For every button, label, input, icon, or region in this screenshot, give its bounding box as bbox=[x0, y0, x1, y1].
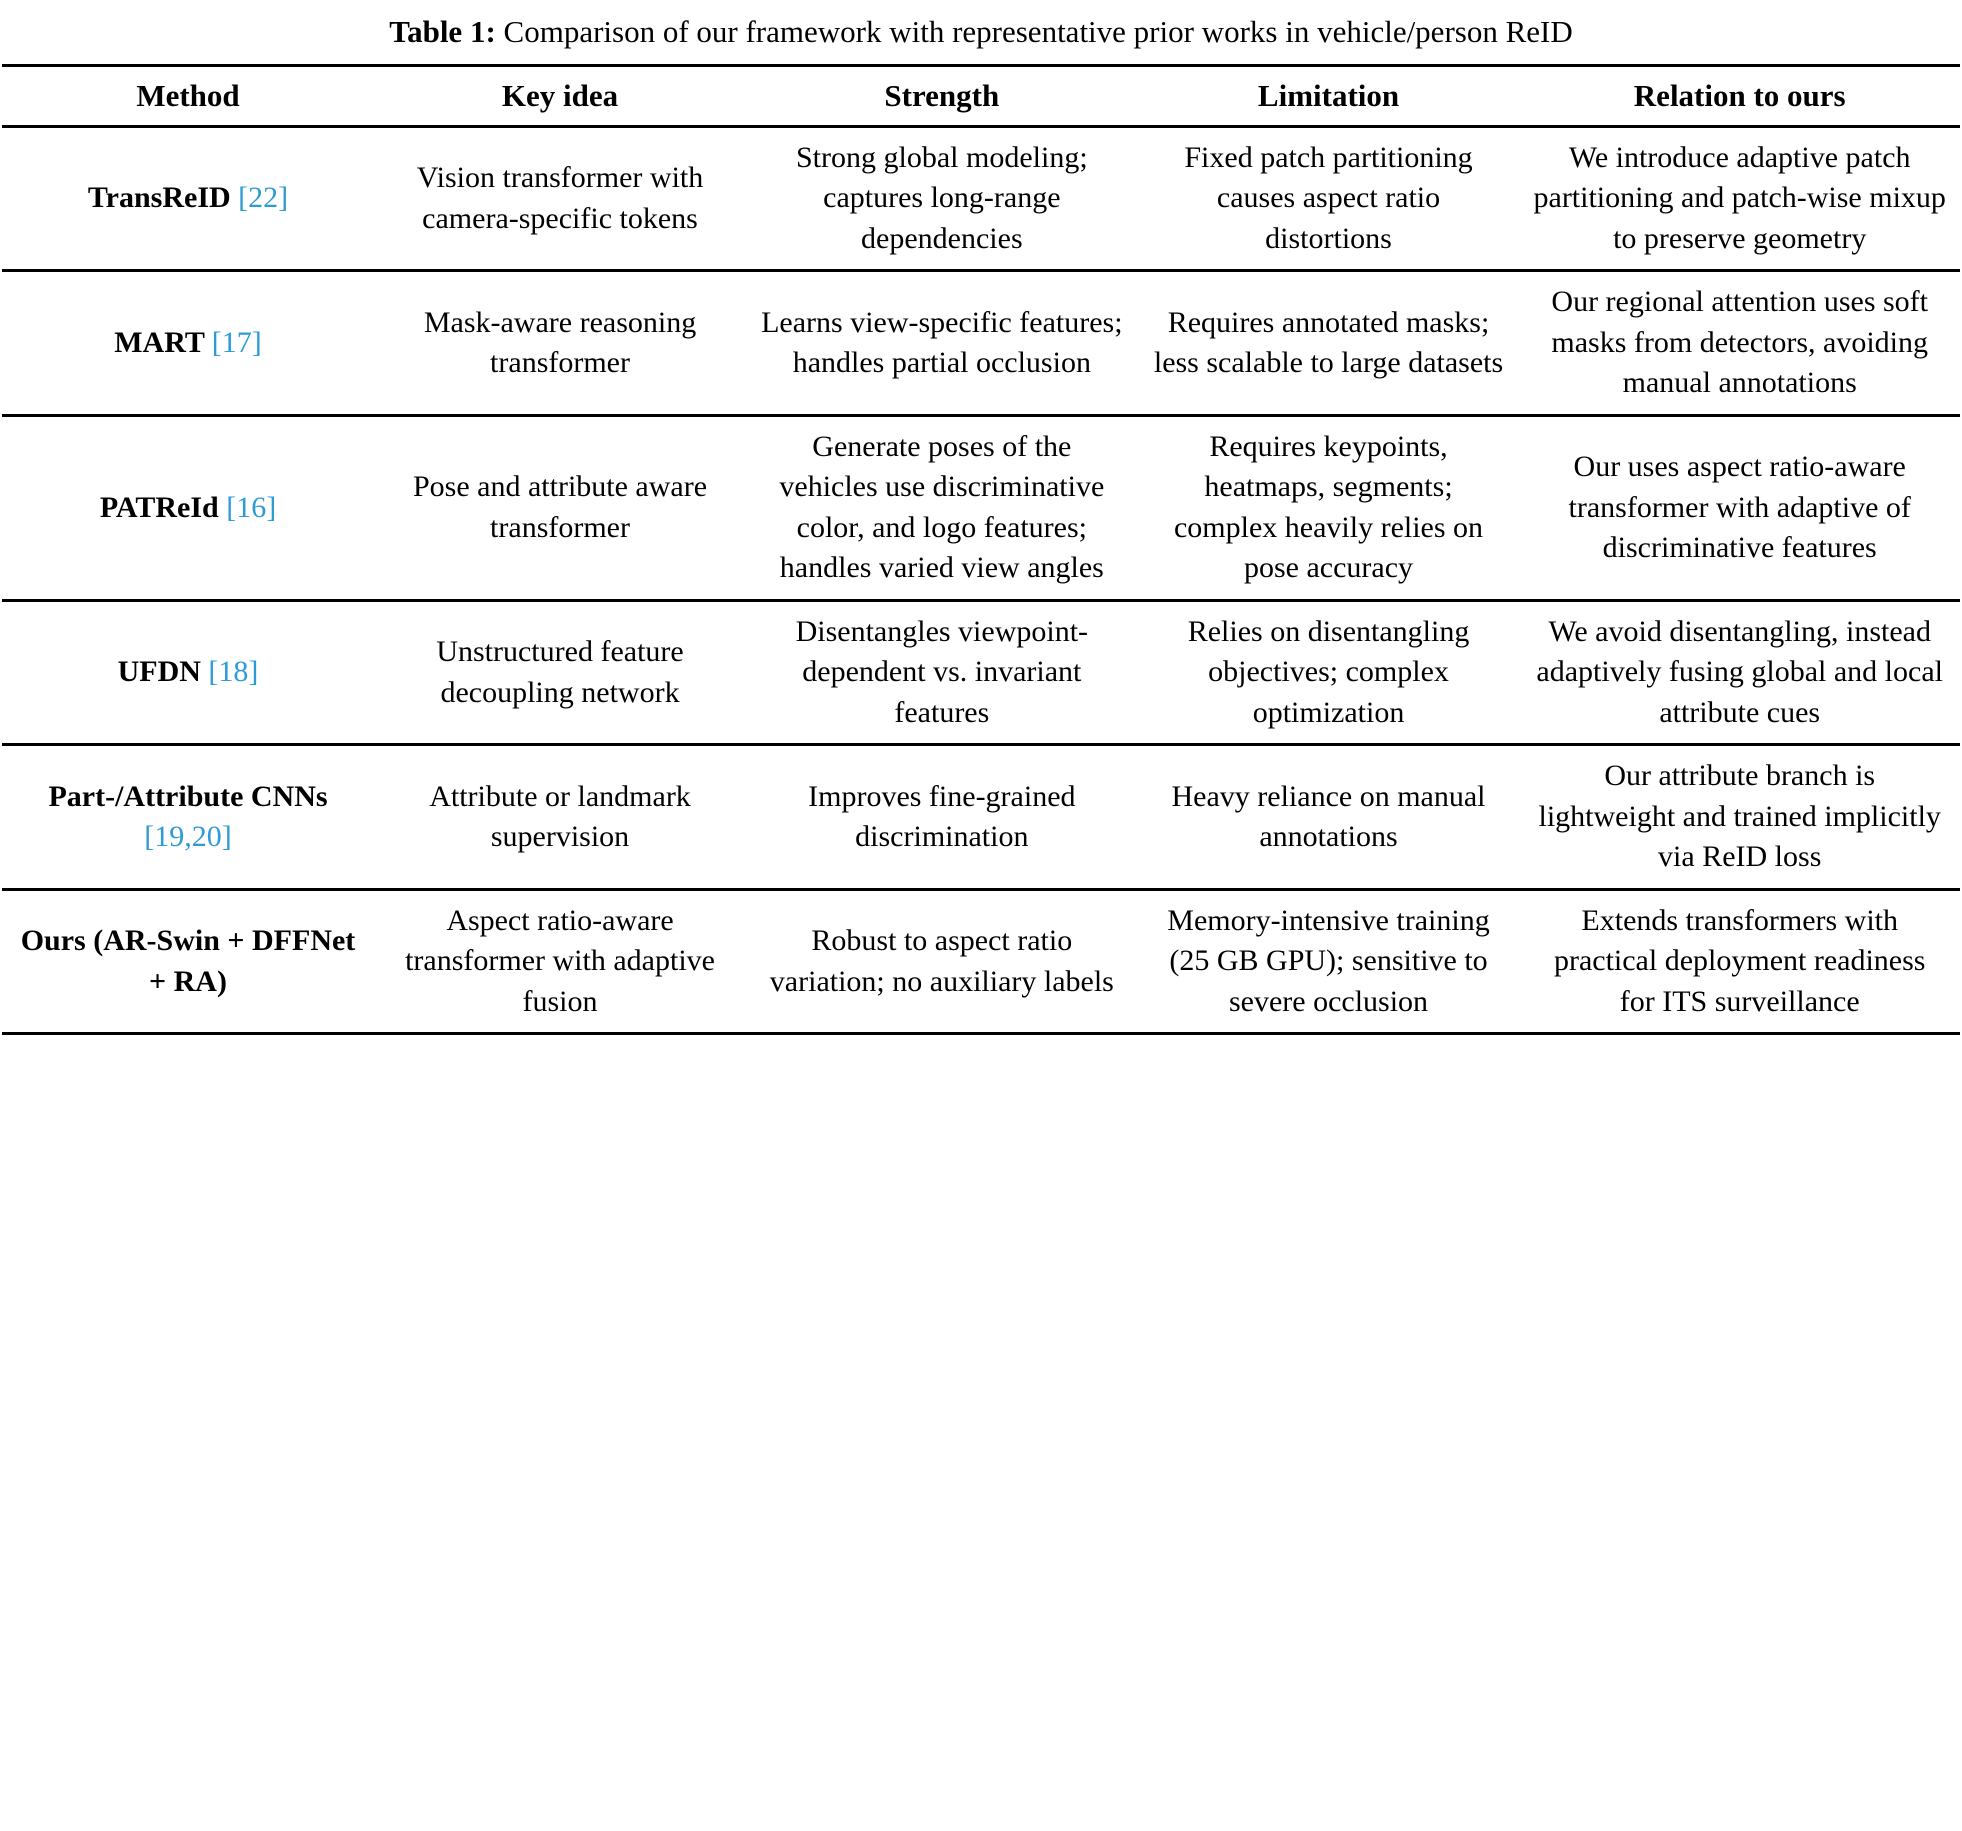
method-name: Part-/Attribute CNNs bbox=[48, 779, 328, 813]
strength-cell: Robust to aspect ratio variation; no auxiliary labels bbox=[769, 924, 1114, 998]
table-row bbox=[2, 415, 1960, 600]
column-header-key-idea: Key idea bbox=[501, 78, 619, 113]
method-cell bbox=[2, 271, 374, 416]
method-cell bbox=[2, 600, 374, 745]
strength-cell: Improves fine-grained discrimination bbox=[808, 779, 1076, 854]
method-name: MART bbox=[114, 325, 212, 359]
relation-cell: We avoid disentangling, instead adaptively fusing global and local attribute cues bbox=[1536, 614, 1943, 729]
relation-cell: We introduce adaptive patch partitioning and patch-wise mixup to preserve geometry bbox=[1533, 140, 1946, 255]
key-idea-cell: Pose and attribute aware transformer bbox=[412, 470, 708, 544]
strength-cell: Learns view-specific features; handles partial occlusion bbox=[761, 305, 1123, 380]
table-row bbox=[2, 889, 1960, 1034]
table-caption bbox=[2, 6, 1960, 64]
method-name: TransReID bbox=[87, 181, 239, 215]
limitation-cell: Memory-intensive training (25 GB GPU); sensitive to severe occlusion bbox=[1167, 903, 1490, 1018]
table-row bbox=[2, 745, 1960, 890]
key-idea-cell: Aspect ratio-aware transformer with adaptive fusion bbox=[405, 903, 715, 1018]
column-header-relation: Relation to ours bbox=[1633, 78, 1846, 113]
limitation-cell: Requires annotated masks; less scalable to large datasets bbox=[1153, 305, 1504, 380]
column-header-strength: Strength bbox=[884, 78, 1000, 113]
strength-cell: Generate poses of the vehicles use discriminative color, and logo features; handles varied view angles bbox=[779, 429, 1105, 585]
header-row bbox=[2, 66, 1960, 127]
limitation-cell: Heavy reliance on manual annotations bbox=[1171, 779, 1486, 854]
relation-cell: Our regional attention uses soft masks from detectors, avoiding manual annotations bbox=[1551, 285, 1928, 400]
table-row bbox=[2, 126, 1960, 271]
key-idea-cell: Unstructured feature decoupling network bbox=[436, 635, 684, 709]
key-idea-cell: Vision transformer with camera-specific tokens bbox=[416, 161, 704, 235]
citation-link[interactable]: [22] bbox=[238, 181, 289, 215]
table-caption-text: Comparison of our framework with representative prior works in vehicle/person ReID bbox=[495, 14, 1573, 49]
comparison-table bbox=[2, 64, 1960, 1035]
method-cell bbox=[2, 415, 374, 600]
method-name: Ours (AR-Swin + DFFNet + RA) bbox=[20, 924, 356, 998]
table-row bbox=[2, 271, 1960, 416]
relation-cell: Extends transformers with practical deployment readiness for ITS surveillance bbox=[1553, 903, 1926, 1018]
limitation-cell: Requires keypoints, heatmaps, segments; complex heavily relies on pose accuracy bbox=[1173, 429, 1484, 585]
method-cell bbox=[2, 889, 374, 1034]
citation-link[interactable]: [17] bbox=[211, 325, 262, 359]
method-cell bbox=[2, 126, 374, 271]
method-name: PATReId bbox=[99, 490, 227, 524]
strength-cell: Strong global modeling; captures long-range dependencies bbox=[796, 140, 1088, 255]
method-cell bbox=[2, 745, 374, 890]
citation-link[interactable]: [19,20] bbox=[144, 820, 232, 854]
relation-cell: Our uses aspect ratio-aware transformer with adaptive of discriminative features bbox=[1568, 450, 1911, 565]
column-header-method: Method bbox=[136, 78, 240, 113]
limitation-cell: Fixed patch partitioning causes aspect ratio distortions bbox=[1184, 140, 1473, 255]
table-row bbox=[2, 600, 1960, 745]
relation-cell: Our attribute branch is lightweight and trained implicitly via ReID loss bbox=[1538, 759, 1941, 874]
citation-link[interactable]: [16] bbox=[226, 490, 277, 524]
strength-cell: Disentangles viewpoint-dependent vs. invariant features bbox=[795, 614, 1089, 729]
key-idea-cell: Mask-aware reasoning transformer bbox=[423, 305, 697, 380]
limitation-cell: Relies on disentangling objectives; complex optimization bbox=[1187, 614, 1470, 729]
column-header-limitation: Limitation bbox=[1257, 78, 1400, 113]
key-idea-cell: Attribute or landmark supervision bbox=[429, 779, 691, 854]
citation-link[interactable]: [18] bbox=[208, 655, 259, 689]
table-caption-label: Table 1: bbox=[389, 14, 496, 49]
method-name: UFDN bbox=[117, 655, 209, 689]
